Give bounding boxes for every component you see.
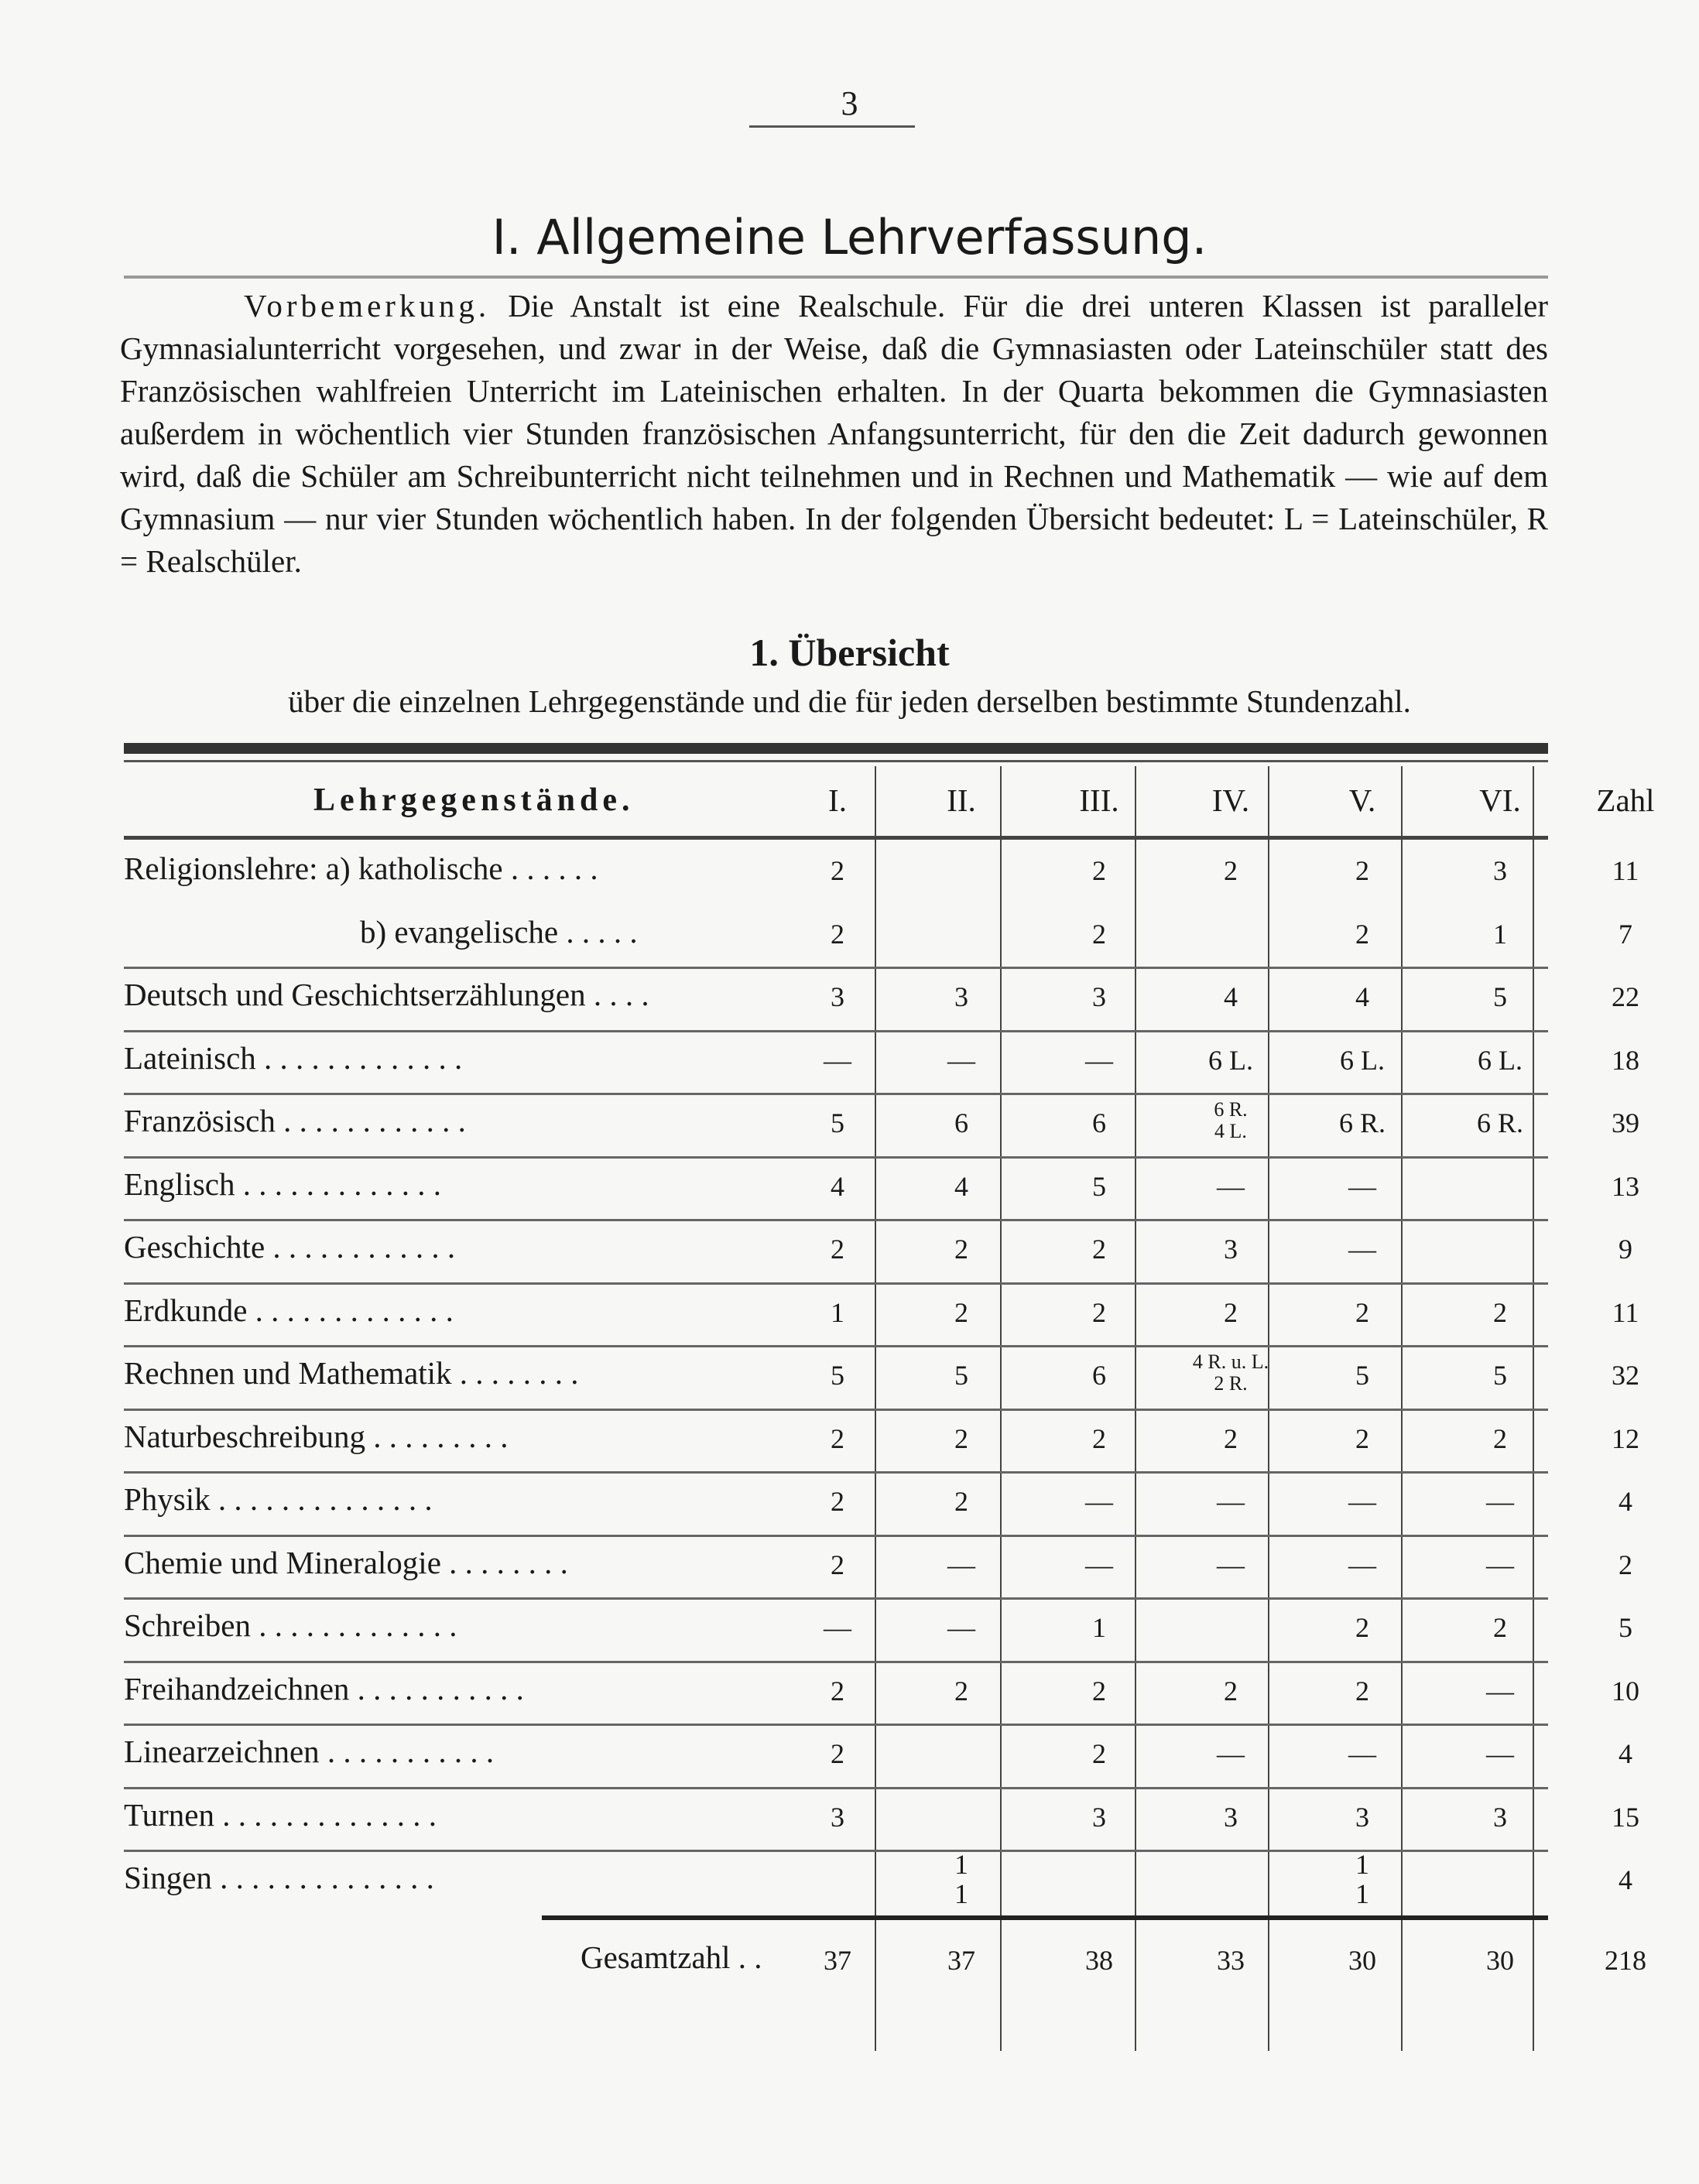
row-rule (124, 1093, 1548, 1095)
table-row-subject: Physik . . . . . . . . . . . . . . (124, 1481, 433, 1517)
table-cell-v: 2 (1355, 1612, 1369, 1643)
table-cell-iv: 4 (1224, 981, 1238, 1012)
table-cell-iv: — (1217, 1549, 1245, 1580)
table-cell-i: 3 (831, 1801, 844, 1833)
row-rule (124, 1219, 1548, 1221)
table-row-subject: Linearzeichnen . . . . . . . . . . . (124, 1734, 495, 1769)
header-v: V. (1348, 782, 1376, 818)
table-cell-i: 2 (831, 1675, 844, 1706)
row-rule (124, 1787, 1548, 1789)
table-cell-iv: 4 R. u. L. 2 R. (1192, 1350, 1269, 1395)
table-cell-iv: — (1217, 1170, 1245, 1202)
table-cell-zahl: 12 (1612, 1422, 1639, 1454)
table-row-subject: Französisch . . . . . . . . . . . . (124, 1103, 466, 1138)
table-cell-i: 2 (831, 918, 844, 950)
table-cell-zahl: 22 (1612, 981, 1639, 1012)
table-row-subject: Naturbeschreibung . . . . . . . . . (124, 1418, 509, 1454)
table-cell-vi: — (1486, 1486, 1514, 1517)
table-cell-zahl: 39 (1612, 1107, 1639, 1138)
total-cell-vi: 30 (1486, 1945, 1514, 1976)
table-row-subject: Schreiben . . . . . . . . . . . . . (124, 1607, 457, 1643)
table-cell-v: 2 (1355, 1675, 1369, 1706)
table-cell-i: 5 (831, 1360, 844, 1391)
table-cell-iii: 2 (1092, 918, 1106, 950)
table-cell-ii: 1 1 (954, 1849, 968, 1909)
row-rule (124, 1282, 1548, 1285)
table-cell-v: 6 R. (1338, 1107, 1386, 1138)
table-cell-v: — (1348, 1234, 1376, 1265)
table-cell-zahl: 32 (1612, 1360, 1639, 1391)
table-cell-iii: 2 (1092, 1738, 1106, 1769)
table-cell-vi: — (1486, 1675, 1514, 1706)
table-cell-vi: — (1486, 1549, 1514, 1580)
header-i: I. (828, 782, 847, 818)
total-label: Gesamtzahl . . (581, 1939, 762, 1975)
table-cell-vi: 5 (1493, 981, 1507, 1012)
table-cell-zahl: 4 (1619, 1486, 1632, 1517)
preface-label: Vorbemerkung. (244, 288, 491, 323)
header-iv: IV. (1211, 782, 1250, 818)
table-cell-v: 2 (1355, 918, 1369, 950)
table-row-subject: Turnen . . . . . . . . . . . . . . (124, 1796, 437, 1833)
page-number: 3 (841, 84, 858, 122)
header-vi: VI. (1479, 782, 1521, 818)
table-cell-v: 5 (1355, 1360, 1369, 1391)
table-cell-i: 2 (831, 855, 844, 886)
total-cell-iii: 38 (1085, 1945, 1113, 1976)
table-cell-v: 2 (1355, 855, 1369, 886)
row-rule (124, 1030, 1548, 1032)
table-cell-zahl: 9 (1619, 1234, 1632, 1265)
table-cell-iii: 3 (1092, 981, 1106, 1012)
table-cell-zahl: 18 (1612, 1044, 1639, 1076)
table-cell-iv: 2 (1224, 1422, 1238, 1454)
table-row-subject: Singen . . . . . . . . . . . . . . (124, 1860, 434, 1895)
row-rule (124, 967, 1548, 969)
table-cell-zahl: 2 (1619, 1549, 1632, 1580)
page-title: I. Allgemeine Lehrverfassung. (492, 209, 1207, 265)
header-ii: II. (947, 782, 976, 818)
table-row-subject: Geschichte . . . . . . . . . . . . (124, 1229, 456, 1265)
table-cell-vi: 2 (1493, 1296, 1507, 1328)
table-cell-iii: 1 (1092, 1612, 1106, 1643)
table-cell-iii: 6 (1092, 1107, 1106, 1138)
table-row-subject: Erdkunde . . . . . . . . . . . . . (124, 1292, 454, 1328)
table-cell-ii: 4 (954, 1170, 968, 1202)
table-cell-ii: 2 (954, 1486, 968, 1517)
table-cell-zahl: 11 (1612, 855, 1639, 886)
table-cell-ii: 2 (954, 1234, 968, 1265)
page-number-rule (749, 125, 915, 128)
row-rule (124, 1661, 1548, 1663)
table-cell-iii: 2 (1092, 1296, 1106, 1328)
table-cell-zahl: 5 (1619, 1612, 1632, 1643)
table-cell-iv: 3 (1224, 1234, 1238, 1265)
table-cell-v: 3 (1355, 1801, 1369, 1833)
header-iii: III. (1079, 782, 1119, 818)
table-cell-zahl: 4 (1619, 1864, 1632, 1895)
table-row-subject: Religionslehre: a) katholische . . . . . . (124, 851, 598, 886)
table-cell-i: 2 (831, 1549, 844, 1580)
table-cell-v: — (1348, 1738, 1376, 1769)
table-top-rule (124, 743, 1548, 754)
table-cell-vi: 6 R. (1476, 1107, 1523, 1138)
table-cell-iii: 3 (1092, 1801, 1106, 1833)
section-title: 1. Übersicht (749, 631, 950, 674)
table-cell-vi: 3 (1493, 1801, 1507, 1833)
table-cell-i: — (824, 1612, 851, 1643)
table-cell-zahl: 11 (1612, 1296, 1639, 1328)
table-cell-iii: 2 (1092, 855, 1106, 886)
total-rule (542, 1915, 1548, 1920)
table-cell-vi: 5 (1493, 1360, 1507, 1391)
table-cell-vi: 3 (1493, 855, 1507, 886)
table-cell-ii: 6 (954, 1107, 968, 1138)
table-cell-i: 2 (831, 1422, 844, 1454)
preface-text: Die Anstalt ist eine Realschule. Für die drei unteren Klassen ist paralleler Gymnasialunterricht vorgesehen, und zwar in der Weise, daß die Gymnasiasten oder Lateinschüler statt des Französischen wahlfreien Unterricht im Lateinischen erhalten. In der Quarta bekommen die Gymnasiasten außerdem in wöchentlich vier Stunden französischen Anfangsunterricht, für den die Zeit dadurch gewonnen wird, daß die Schüler am Schreibunterricht nicht teilnehmen und in Rechnen und Mathematik — wie auf dem Gymnasium — nur vier Stunden wöchentlich haben. In der folgenden Übersicht bedeutet: L = Lateinschüler, R = Realschüler. (120, 288, 1548, 579)
table-cell-iv: 2 (1224, 1675, 1238, 1706)
table-row-subject: Englisch . . . . . . . . . . . . . (124, 1166, 441, 1202)
table-cell-i: 5 (831, 1107, 844, 1138)
table-cell-zahl: 7 (1619, 918, 1632, 950)
total-cell-v: 30 (1348, 1945, 1376, 1976)
table-cell-i: 1 (831, 1296, 844, 1328)
section-caption: über die einzelnen Lehrgegenstände und die für jeden derselben bestimmte Stundenzahl. (288, 683, 1411, 719)
table-cell-i: 2 (831, 1234, 844, 1265)
table-cell-zahl: 4 (1619, 1738, 1632, 1769)
table-cell-ii: — (947, 1549, 975, 1580)
table-cell-i: 3 (831, 981, 844, 1012)
table-cell-ii: — (947, 1612, 975, 1643)
table-cell-iv: 3 (1224, 1801, 1238, 1833)
row-rule (124, 1535, 1548, 1537)
total-cell-i: 37 (824, 1945, 851, 1976)
total-cell-ii: 37 (947, 1945, 975, 1976)
table-cell-ii: 2 (954, 1675, 968, 1706)
table-cell-v: 6 L. (1340, 1044, 1385, 1076)
row-rule (124, 1409, 1548, 1411)
total-cell-iv: 33 (1217, 1945, 1245, 1976)
title-rule (124, 276, 1548, 279)
table-row-subject: Chemie und Mineralogie . . . . . . . . (124, 1544, 568, 1580)
table-cell-vi: 2 (1493, 1612, 1507, 1643)
table-cell-ii: 2 (954, 1296, 968, 1328)
row-rule (124, 1724, 1548, 1726)
preface-paragraph (120, 285, 1548, 583)
table-cell-v: 2 (1355, 1296, 1369, 1328)
table-cell-iv: 6 L. (1208, 1044, 1253, 1076)
table-cell-i: 4 (831, 1170, 844, 1202)
table-cell-ii: — (947, 1044, 975, 1076)
table-cell-iii: — (1085, 1044, 1113, 1076)
table-row-subject: Lateinisch . . . . . . . . . . . . . (124, 1039, 463, 1076)
row-rule (124, 1156, 1548, 1159)
table-cell-iii: 2 (1092, 1234, 1106, 1265)
header-zahl: Zahl (1596, 782, 1655, 818)
table-cell-iv: — (1217, 1486, 1245, 1517)
table-cell-iii: — (1085, 1549, 1113, 1580)
row-rule (124, 1471, 1548, 1474)
table-cell-vi: — (1486, 1738, 1514, 1769)
header-subjects: Lehrgegenstände. (313, 782, 635, 818)
table-cell-vi: 2 (1493, 1422, 1507, 1454)
table-cell-vi: 1 (1493, 918, 1507, 950)
table-row-subject: Deutsch und Geschichtserzählungen . . . . (124, 977, 649, 1012)
table-cell-iv: 6 R. 4 L. (1214, 1098, 1248, 1142)
table-cell-iii: 2 (1092, 1422, 1106, 1454)
table-cell-zahl: 10 (1612, 1675, 1639, 1706)
table-cell-iii: 6 (1092, 1360, 1106, 1391)
table-cell-v: 4 (1355, 981, 1369, 1012)
table-cell-vi: 6 L. (1478, 1044, 1523, 1076)
table-row-subject: Freihandzeichnen . . . . . . . . . . . (124, 1670, 524, 1706)
table-row-subject: Rechnen und Mathematik . . . . . . . . (124, 1355, 579, 1391)
table-cell-ii: 2 (954, 1422, 968, 1454)
table-cell-ii: 5 (954, 1360, 968, 1391)
table-cell-iii: — (1085, 1486, 1113, 1517)
table-cell-iv: 2 (1224, 1296, 1238, 1328)
table-cell-i: 2 (831, 1486, 844, 1517)
table-cell-i: 2 (831, 1738, 844, 1769)
table-cell-iv: 2 (1224, 855, 1238, 886)
table-cell-zahl: 13 (1612, 1170, 1639, 1202)
table-row-subject: b) evangelische . . . . . (360, 913, 638, 950)
total-cell-zahl: 218 (1605, 1945, 1646, 1976)
table-cell-v: 1 1 (1355, 1849, 1369, 1909)
table-cell-zahl: 15 (1612, 1801, 1639, 1833)
table-cell-iii: 5 (1092, 1170, 1106, 1202)
table-cell-v: — (1348, 1486, 1376, 1517)
header-rule (124, 836, 1548, 840)
table-top-rule-2 (124, 760, 1548, 762)
table-cell-v: — (1348, 1549, 1376, 1580)
table-cell-v: 2 (1355, 1422, 1369, 1454)
table-cell-iv: — (1217, 1738, 1245, 1769)
table-cell-i: — (824, 1044, 851, 1076)
row-rule (124, 1597, 1548, 1600)
table-cell-v: — (1348, 1170, 1376, 1202)
row-rule (124, 1345, 1548, 1347)
table-cell-ii: 3 (954, 981, 968, 1012)
table-cell-iii: 2 (1092, 1675, 1106, 1706)
